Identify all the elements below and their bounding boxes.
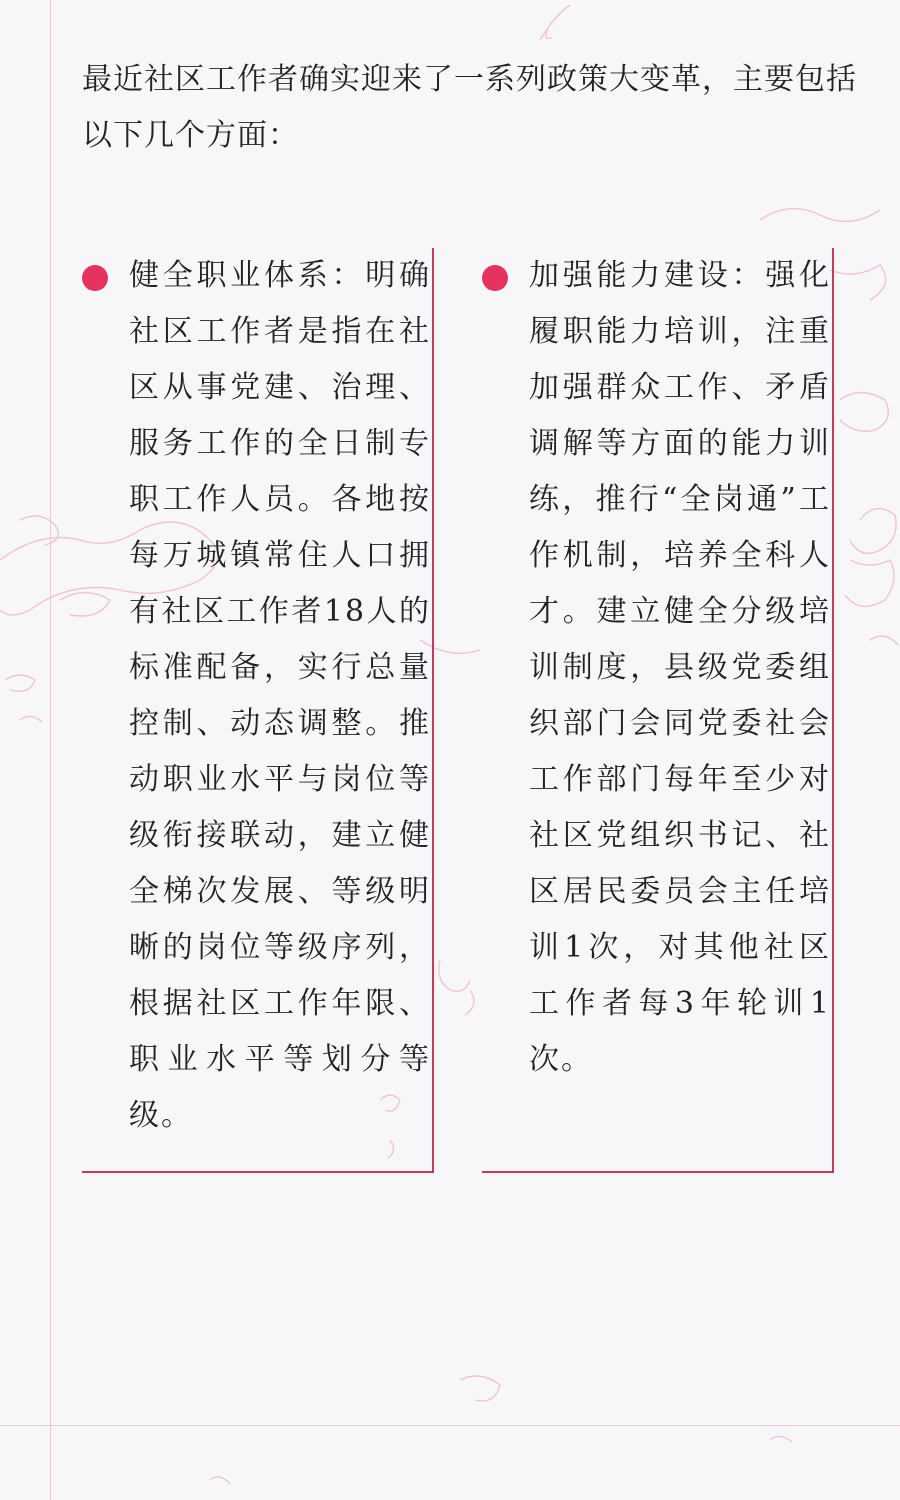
card-text: 加强能力建设：强化履职能力培训，注重加强群众工作、矛盾调解等方面的能力训练，推行“全岗通”工作机制，培养全科人才。建立健全分级培训制度，县级党委组织部门会同党委社会工作部门每年至少对社区党组织书记、社区居民委员会主任培训1次，对其他社区工作者每3年轮训1次。: [529, 258, 831, 1077]
policy-card-capacity-building: [482, 248, 834, 1173]
bottom-guide-line: [0, 1425, 900, 1426]
policy-card-career-system: [82, 248, 434, 1173]
margin-guide-line: [50, 0, 51, 1500]
bullet-dot-icon: [482, 265, 508, 291]
bullet-dot-icon: [82, 265, 108, 291]
card-text: 健全职业体系：明确社区工作者是指在社区从事党建、治理、服务工作的全日制专职工作人员。各地按每万城镇常住人口拥有社区工作者18人的标准配备，实行总量控制、动态调整。推动职业水平与岗位等级衔接联动，建立健全梯次发展、等级明晰的岗位等级序列，根据社区工作年限、职业水平等划分等级。: [129, 258, 431, 1133]
intro-paragraph: 最近社区工作者确实迎来了一系列政策大变革，主要包括以下几个方面：: [82, 62, 857, 153]
